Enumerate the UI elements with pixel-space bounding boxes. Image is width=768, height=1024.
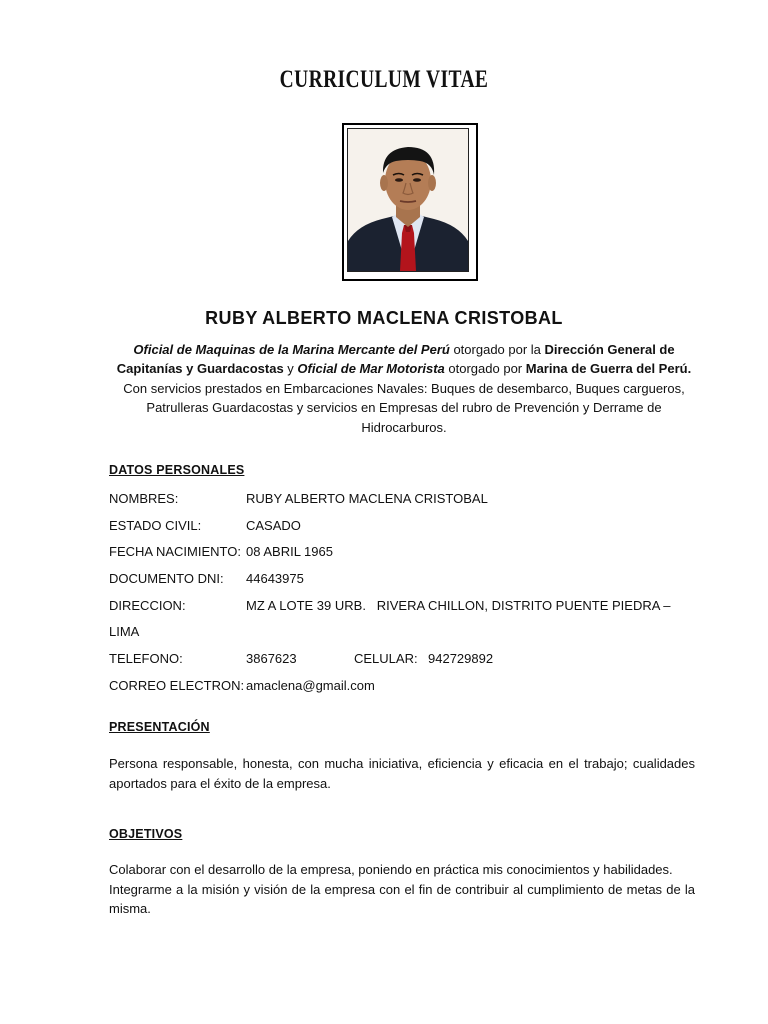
- field-value: 08 ABRIL 1965: [246, 544, 333, 559]
- field-value-celular: 942729892: [428, 651, 494, 666]
- field-value: CASADO: [246, 518, 301, 533]
- field-label-celular: CELULAR:: [354, 651, 418, 666]
- field-label: NOMBRES:: [109, 491, 179, 506]
- section-heading-datos: DATOS PERSONALES: [109, 463, 245, 477]
- profile-photo-frame: [342, 123, 478, 281]
- summary-title-1: Oficial de Maquinas de la Marina Mercante del Perú: [133, 342, 450, 357]
- profile-summary: [112, 340, 696, 437]
- summary-text-2: y: [283, 361, 298, 377]
- summary-authority-2: Marina de Guerra del Perú.: [525, 361, 692, 377]
- objetivo-item: Integrarme a la misión y visión de la empresa con el fin de contribuir al cumplimiento de metas de la misma.: [109, 881, 695, 916]
- summary-authority-1: Dirección General de Capitanías y Guardacostas: [116, 342, 675, 377]
- summary-text-4: Con servicios prestados en Embarcaciones Navales: Buques de desembarco, Buques cargueros, Patrulleras Guardacostas y servicios en Empresas del rubro de Prevención y Derrame de Hidrocarburos.: [123, 380, 685, 435]
- profile-photo: [347, 128, 469, 272]
- field-label: DIRECCION:: [109, 598, 186, 613]
- field-label: FECHA NACIMIENTO:: [109, 544, 241, 559]
- field-label: TELEFONO:: [109, 651, 183, 666]
- field-label: CORREO ELECTRON:: [109, 678, 245, 693]
- section-heading-objetivos: OBJETIVOS: [109, 827, 183, 841]
- field-value: 3867623: [246, 651, 297, 666]
- person-portrait-icon: [348, 129, 468, 271]
- field-label: DOCUMENTO DNI:: [109, 571, 224, 586]
- field-value: MZ A LOTE 39 URB. RIVERA CHILLON, DISTRITO PUENTE PIEDRA –: [246, 598, 671, 613]
- summary-title-2: Oficial de Mar Motorista: [297, 361, 445, 377]
- candidate-name: RUBY ALBERTO MACLENA CRISTOBAL: [205, 308, 563, 328]
- field-label: ESTADO CIVIL:: [109, 518, 202, 533]
- objetivo-item: Colaborar con el desarrollo de la empresa, poniendo en práctica mis conocimientos y habilidades.: [109, 862, 673, 877]
- section-heading-presentacion: PRESENTACIÓN: [109, 720, 210, 734]
- objetivos-text: [109, 860, 695, 919]
- document-title: CURRICULUM VITAE: [279, 66, 489, 93]
- summary-text-1: otorgado por la: [449, 342, 545, 357]
- field-value-email: amaclena@gmail.com: [246, 678, 375, 693]
- field-value: 44643975: [246, 571, 304, 586]
- summary-text-3: otorgado por: [444, 361, 526, 377]
- presentacion-text: Persona responsable, honesta, con mucha iniciativa, eficiencia y eficacia en el trabajo; cualidades aportados para el éxito de la empresa.: [109, 756, 695, 791]
- field-value: RUBY ALBERTO MACLENA CRISTOBAL: [246, 491, 488, 506]
- field-value-continued: LIMA: [109, 624, 140, 639]
